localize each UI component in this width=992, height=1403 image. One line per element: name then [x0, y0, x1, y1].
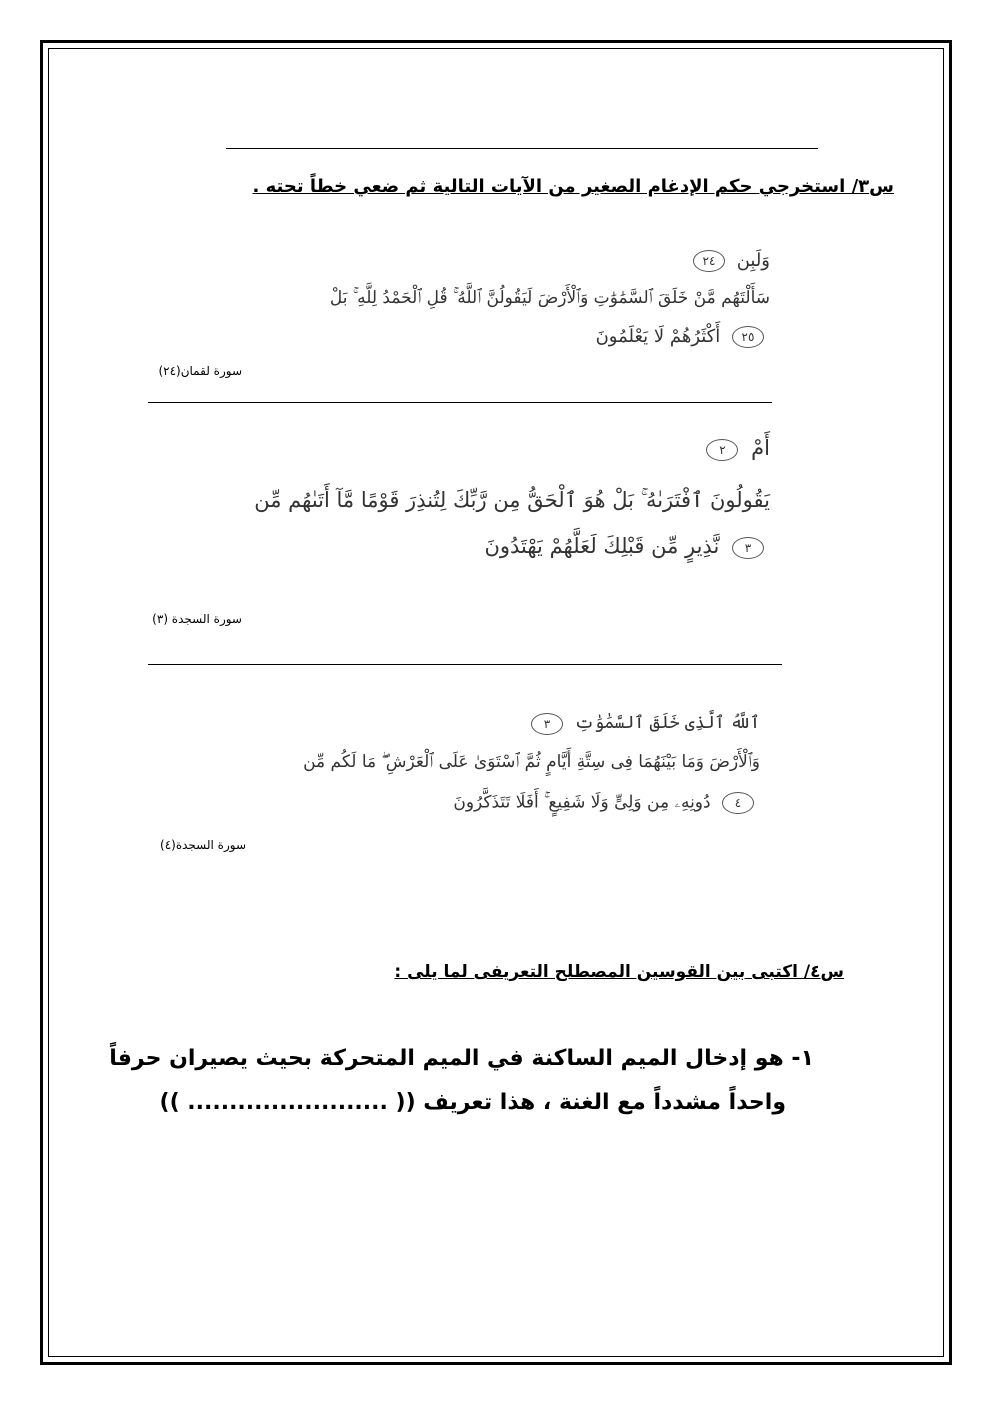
ayah-number-marker: ٢٥ [732, 326, 764, 348]
surah-reference: سورة لقمان(٢٤) [158, 364, 242, 378]
ayah-number-marker: ٢٤ [693, 250, 725, 272]
verse-line: دُونِهِۦ مِن وَلِىٍّ وَلَا شَفِيعٍ ۚ أَفَلَا تَتَذَكَّرُونَ [453, 792, 711, 813]
ayah-number-marker: ٣ [732, 537, 764, 559]
question-3-heading: س٣/ استخرجي حكم الإدغام الصغير من الآيات التالية ثم ضعي خطاً تحته . [252, 176, 894, 197]
definition-line-2: واحداً مشدداً مع الغنة ، هذا تعريف (( ........................ )) [159, 1090, 786, 1115]
verse-line: نَّذِيرٍ مِّن قَبْلِكَ لَعَلَّهُمْ يَهْتَدُونَ [484, 534, 720, 558]
verse-line: ٱللَّهُ ٱلَّذِى خَلَقَ ٱلسَّمَٰوَٰتِ [574, 713, 760, 733]
verse-start-word: وَلَبِن [736, 250, 770, 271]
verse-block-sajdah-3 [190, 436, 770, 576]
verse-line: أَكْثَرُهُمْ لَا يَعْلَمُونَ [595, 326, 721, 347]
ayah-number-marker: ٢ [706, 439, 738, 461]
definition-line-1: ١- هو إدخال الميم الساكنة في الميم المتحركة بحيث يصيران حرفاً [109, 1046, 814, 1071]
surah-reference: سورة السجدة (٣) [152, 612, 242, 626]
verse-line: وَٱلْأَرْضَ وَمَا بَيْنَهُمَا فِى سِتَّةِ أَيَّامٍ ثُمَّ ٱسْتَوَىٰ عَلَى ٱلْعَرْشِ ۖ مَا لَكُم مِّن [303, 752, 760, 772]
page-border-inner [48, 48, 944, 1357]
verse-line: سَأَلْتَهُم مَّنْ خَلَقَ ٱلسَّمَٰوَٰتِ وَٱلْأَرْضَ لَيَقُولُنَّ ٱللَّهُ ۚ قُلِ ٱلْحَمْدُ لِلَّهِ ۚ بَلْ [329, 288, 770, 308]
section-divider [148, 664, 782, 665]
section-divider [148, 402, 772, 403]
verse-start-word: أَمْ [751, 436, 770, 460]
ayah-number-marker: ٣ [531, 713, 563, 735]
verse-block-luqman [210, 246, 770, 356]
surah-reference: سورة السجدة(٤) [160, 838, 246, 852]
question-4-heading: س٤/ اكتبى بين القوسين المصطلح التعريفى لما يلى : [394, 962, 844, 982]
verse-line: يَقُولُونَ ٱفْتَرَىٰهُ ۚ بَلْ هُوَ ٱلْحَقُّ مِن رَّبِّكَ لِتُنذِرَ قَوْمًا مَّآ أَتَىٰهُم مِّن [254, 488, 770, 512]
verse-block-sajdah-4 [220, 710, 760, 820]
ayah-number-marker: ٤ [722, 792, 754, 814]
top-divider [226, 148, 818, 149]
